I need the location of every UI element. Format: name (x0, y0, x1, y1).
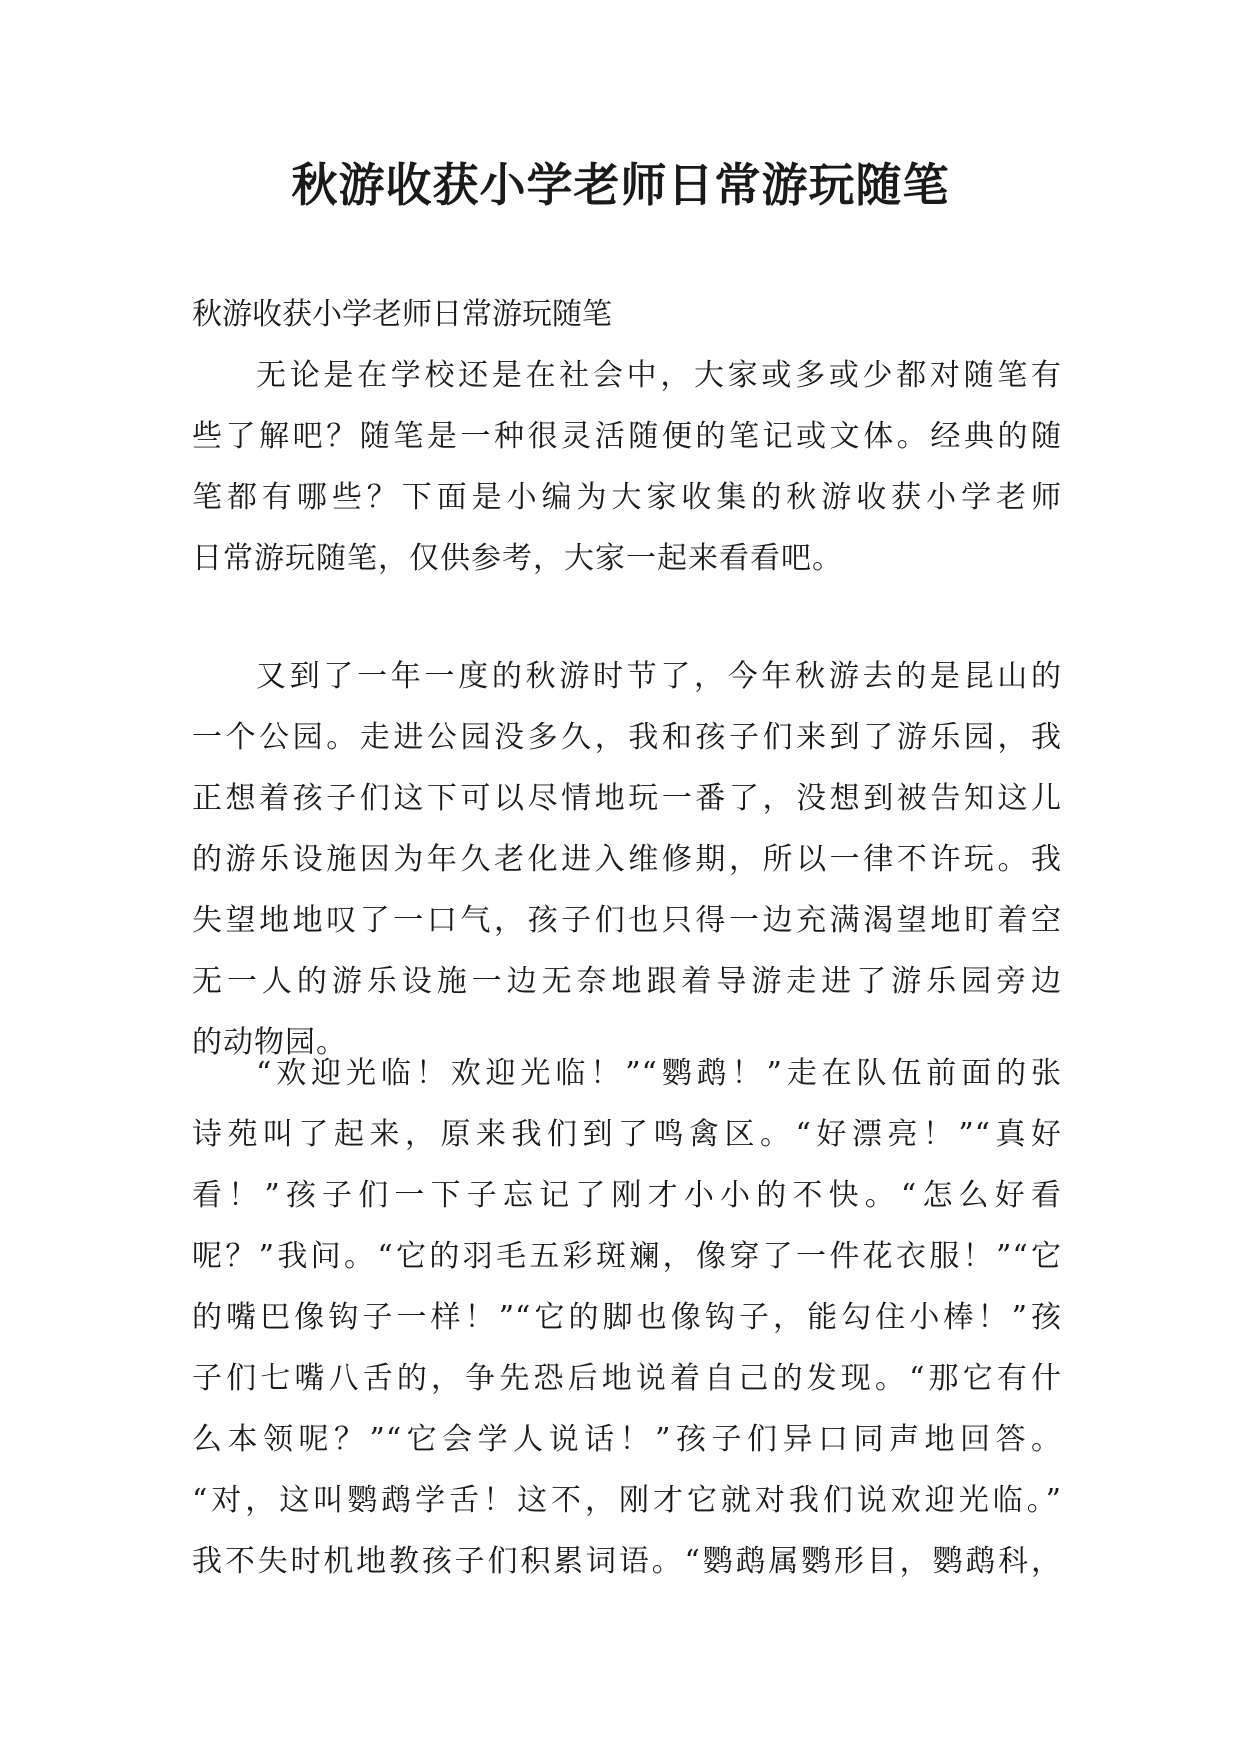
text-line: 日常游玩随笔，仅供参考，大家一起来看看吧。 (192, 541, 843, 576)
page-title: 秋游收获小学老师日常游玩随笔 (291, 158, 950, 212)
text-line: 无一人的游乐设施一边无奈地跟着导游走进了游乐园旁边 (192, 964, 1062, 999)
text-line: “欢迎光临！欢迎光临！”“鹦鹉！”走在队伍前面的张 (256, 1056, 1062, 1091)
text-line: 看！”孩子们一下子忘记了刚才小小的不快。“怎么好看 (192, 1178, 1062, 1213)
text-line: 我不失时机地教孩子们积累词语。“鹦鹉属鹦形目，鹦鹉科， (192, 1544, 1062, 1579)
body-paragraph (192, 1043, 1062, 1592)
text-line: 的动物园。 (192, 1025, 347, 1060)
text-line: 的游乐设施因为年久老化进入维修期，所以一律不许玩。我 (192, 842, 1062, 877)
text-line: 么本领呢？”“它会学人说话！”孩子们异口同声地回答。 (192, 1422, 1062, 1457)
text-line: 失望地地叹了一口气，孩子们也只得一边充满渴望地盯着空 (192, 903, 1062, 938)
text-line: 又到了一年一度的秋游时节了，今年秋游去的是昆山的 (256, 659, 1062, 694)
text-line: “对，这叫鹦鹉学舌！这不，刚才它就对我们说欢迎光临。” (192, 1483, 1062, 1518)
text-line: 的嘴巴像钩子一样！”“它的脚也像钩子，能勾住小棒！”孩 (192, 1300, 1062, 1335)
body-paragraph (192, 646, 1062, 1073)
text-line: 呢？”我问。“它的羽毛五彩斑斓，像穿了一件花衣服！”“它 (192, 1239, 1062, 1274)
text-line: 一个公园。走进公园没多久，我和孩子们来到了游乐园，我 (192, 720, 1062, 755)
text-line: 诗苑叫了起来，原来我们到了鸣禽区。“好漂亮！”“真好 (192, 1117, 1062, 1152)
intro-paragraph (192, 345, 1062, 589)
text-line: 些了解吧？随笔是一种很灵活随便的笔记或文体。经典的随 (192, 419, 1062, 454)
text-line: 正想着孩子们这下可以尽情地玩一番了，没想到被告知这儿 (192, 781, 1062, 816)
text-line: 无论是在学校还是在社会中，大家或多或少都对随笔有 (256, 358, 1062, 393)
document-subtitle: 秋游收获小学老师日常游玩随笔 (192, 297, 612, 332)
text-line: 子们七嘴八舌的，争先恐后地说着自己的发现。“那它有什 (192, 1361, 1062, 1396)
text-line: 笔都有哪些？下面是小编为大家收集的秋游收获小学老师 (192, 480, 1062, 515)
